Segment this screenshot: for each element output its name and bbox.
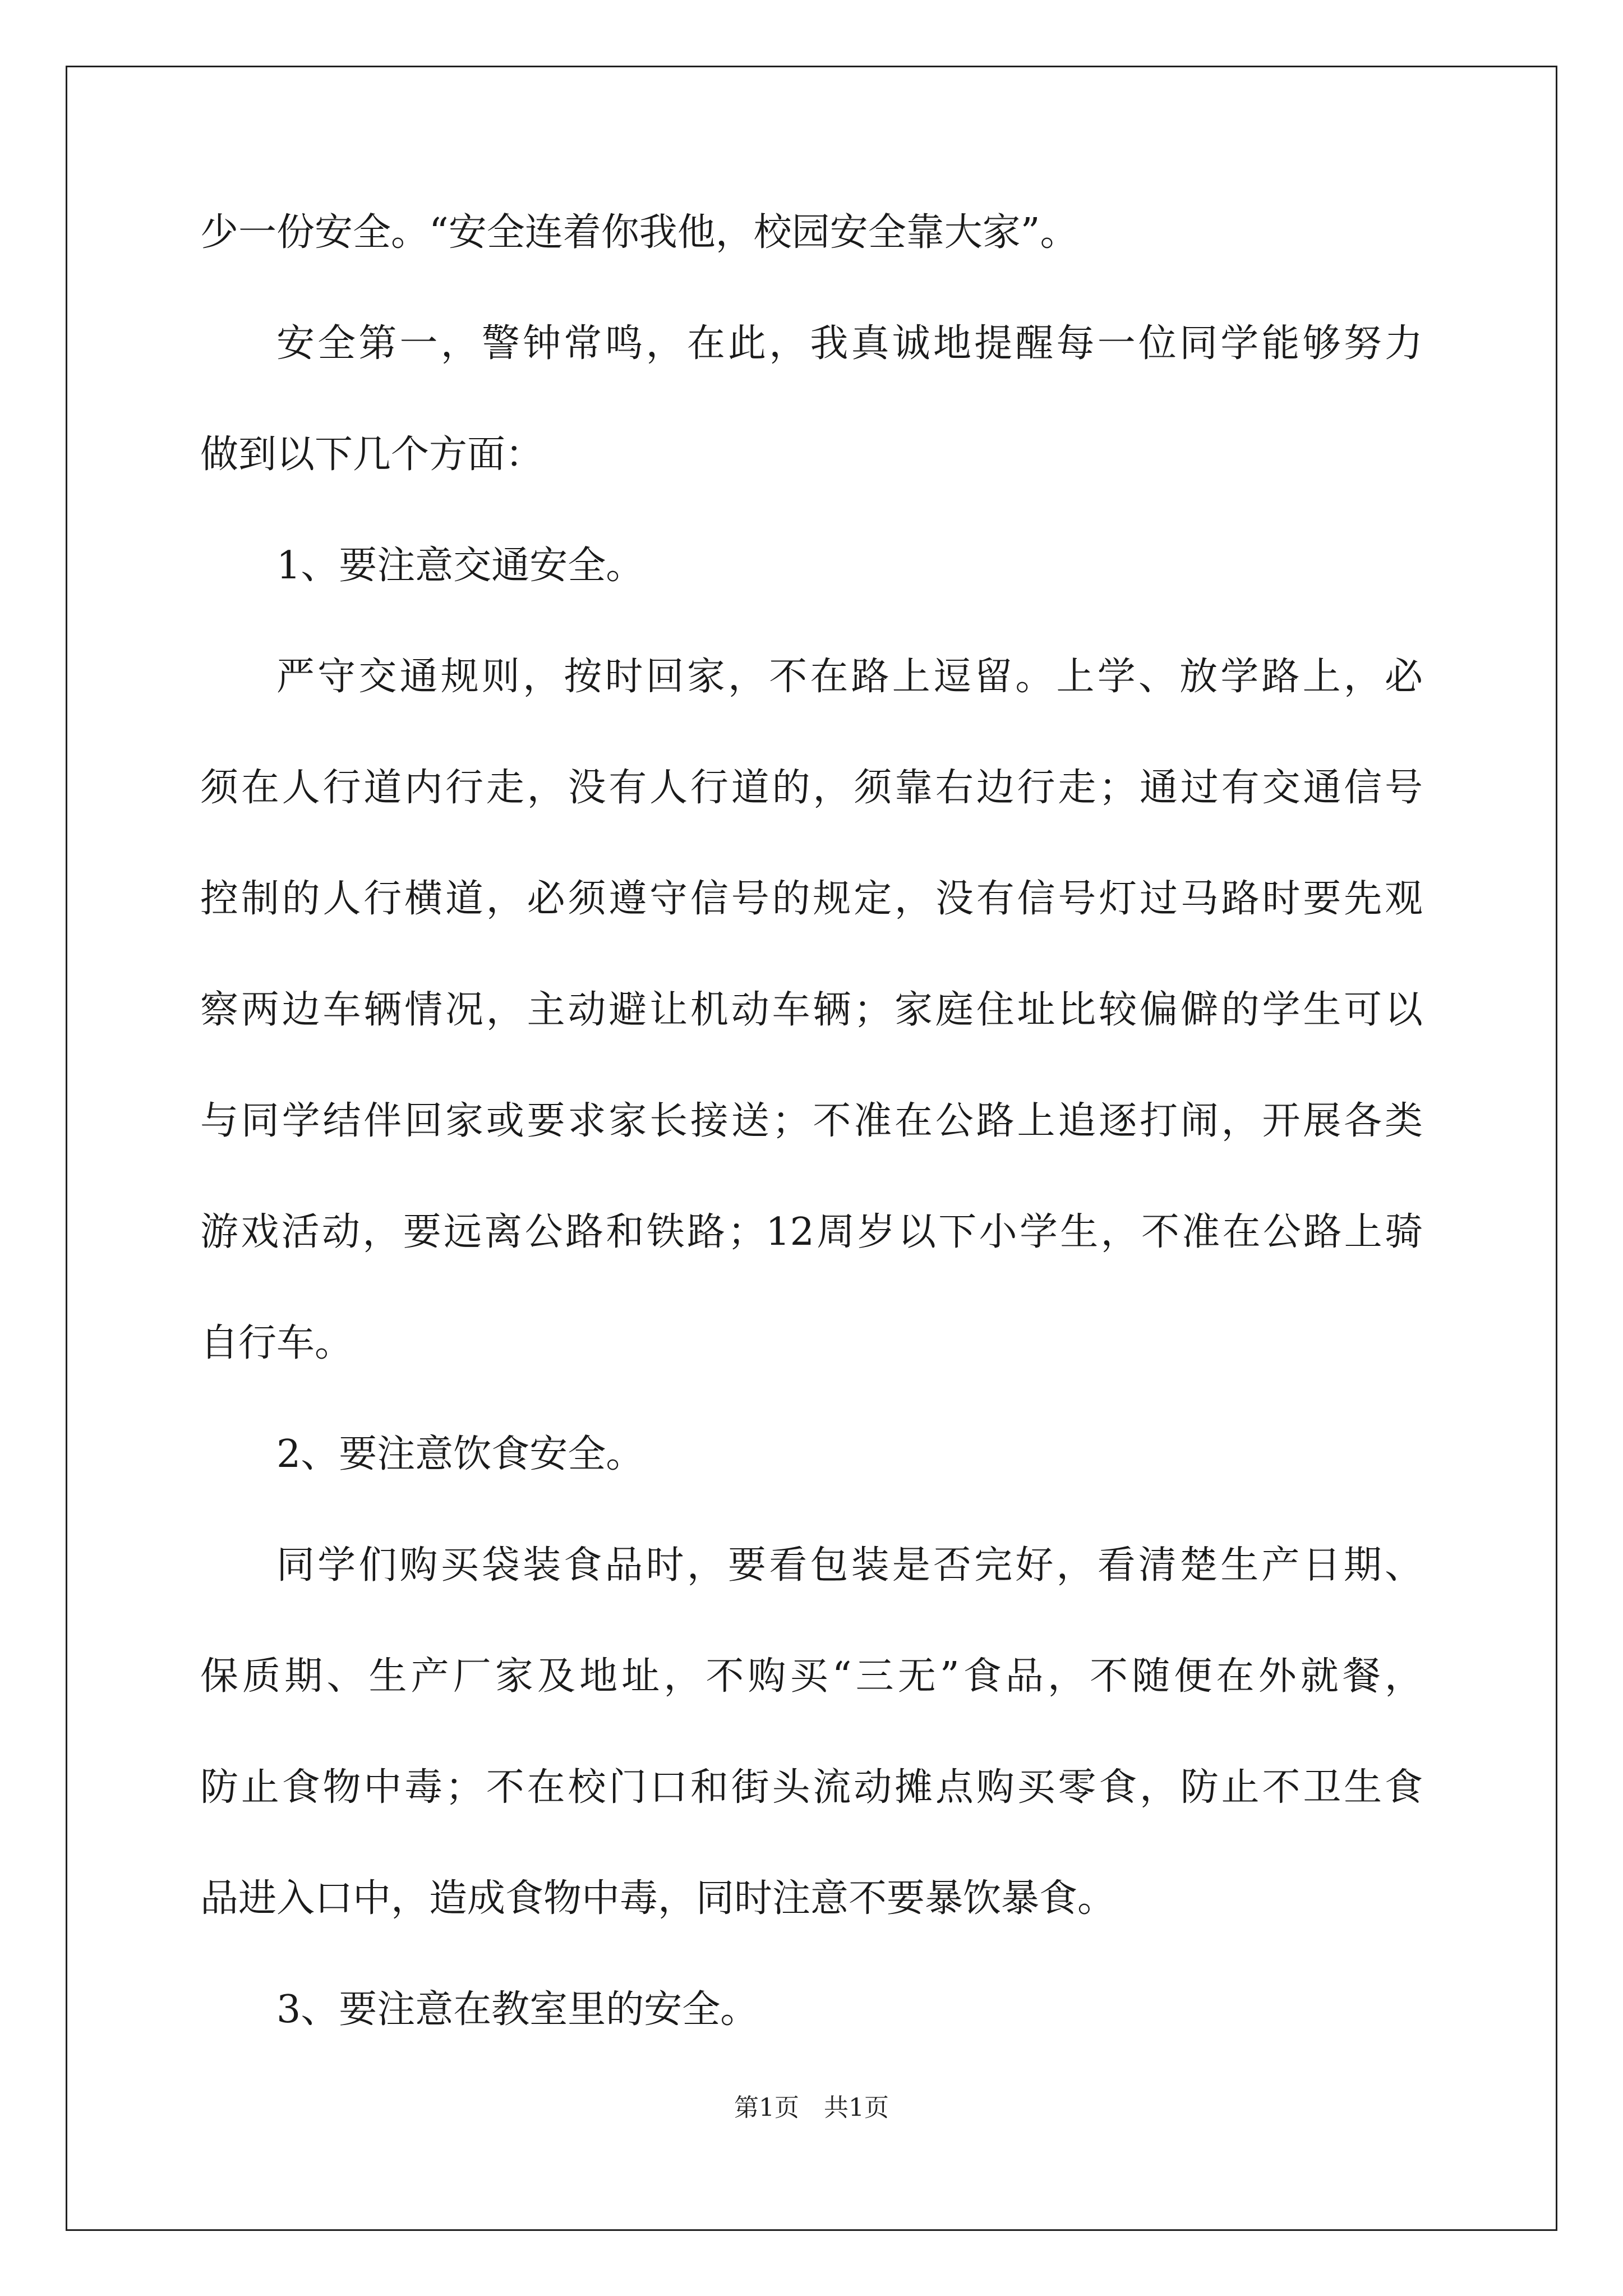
text-line: 须在人行道内行走，没有人行道的，须靠右边行走；通过有交通信号 [200, 766, 1423, 810]
text-line: 察两边车辆情况，主动避让机动车辆；家庭住址比较偏僻的学生可以 [200, 988, 1423, 1032]
text-line: 品进入口中，造成食物中毒，同时注意不要暴饮暴食。 [200, 1876, 1116, 1921]
text-line: 与同学结伴回家或要求家长接送；不准在公路上追逐打闹，开展各类 [200, 1099, 1423, 1143]
text-line: 游戏活动，要远离公路和铁路；12周岁以下小学生，不准在公路上骑 [200, 1210, 1423, 1254]
text-line: 防止食物中毒；不在校门口和街头流动摊点购买零食，防止不卫生食 [200, 1765, 1423, 1810]
text-line: 控制的人行横道，必须遵守信号的规定，没有信号灯过马路时要先观 [200, 877, 1423, 921]
text-line: 少一份安全。“安全连着你我他，校园安全靠大家”。 [200, 210, 1078, 255]
document-body [200, 208, 1423, 2035]
page-footer: 第1页 共1页 [734, 2093, 889, 2122]
section-heading: 2、要注意饮食安全。 [276, 1432, 644, 1476]
text-line: 做到以下几个方面： [200, 432, 544, 477]
section-heading: 3、要注意在教室里的安全。 [276, 1987, 759, 2032]
text-line: 同学们购买袋装食品时，要看包装是否完好，看清楚生产日期、 [276, 1543, 1423, 1588]
section-heading: 1、要注意交通安全。 [276, 544, 644, 588]
text-line: 保质期、生产厂家及地址，不购买“三无”食品，不随便在外就餐， [200, 1654, 1423, 1699]
text-line: 严守交通规则，按时回家，不在路上逗留。上学、放学路上，必 [276, 655, 1423, 699]
text-line: 自行车。 [200, 1321, 353, 1365]
text-line: 安全第一，警钟常鸣，在此，我真诚地提醒每一位同学能够努力 [276, 321, 1423, 366]
